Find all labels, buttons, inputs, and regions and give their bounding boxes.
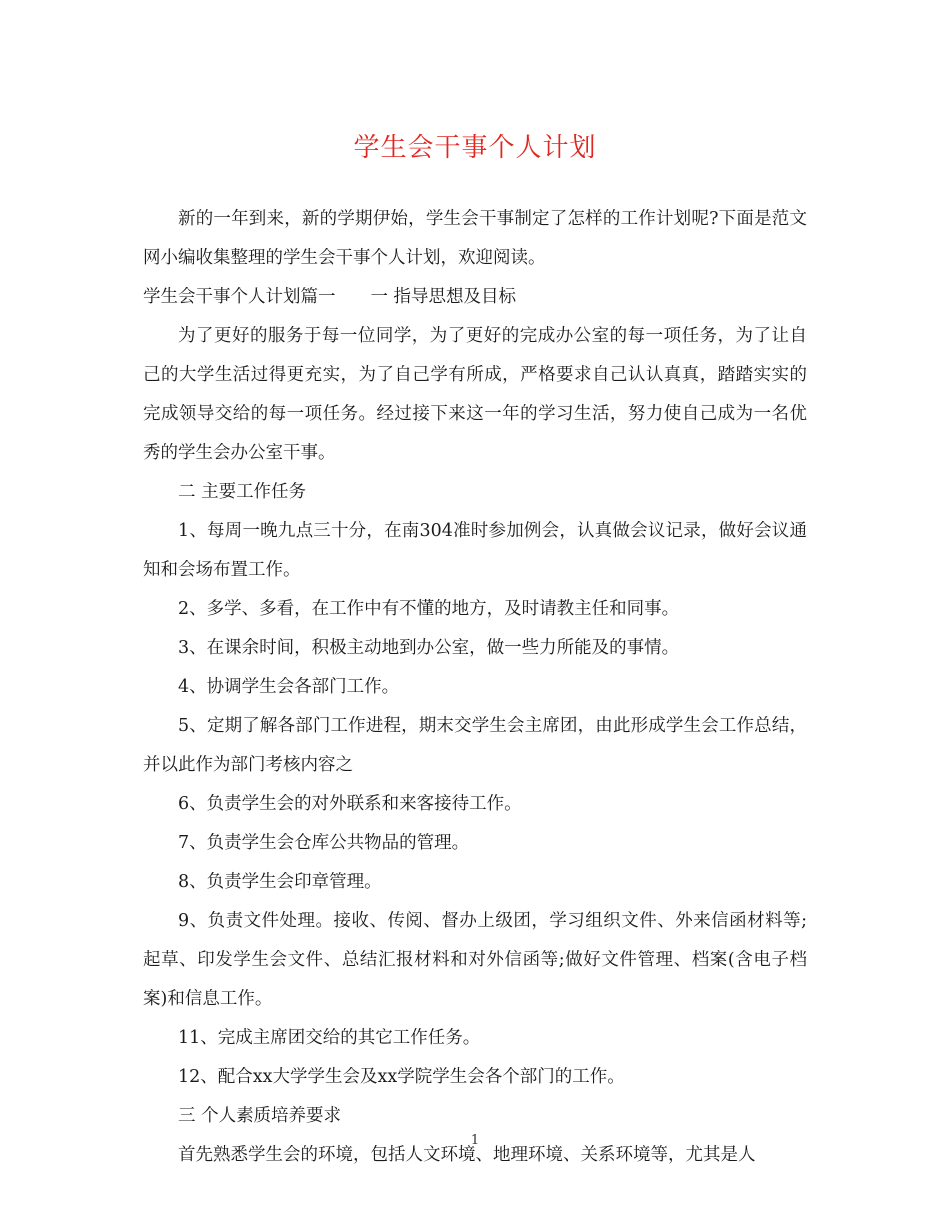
task-item-12: 12、配合xx大学学生会及xx学院学生会各个部门的工作。 [178, 1067, 625, 1087]
guiding-ideas-paragraph: 为了更好的服务于每一位同学，为了更好的完成办公室的每一项任务，为了让自己的大学生活过得更充实，为了自己学有所成，严格要求自己认认真真，踏踏实实的完成领导交给的每一项任务。经过接下来这一年的学习生活，努力使自己成为一名优秀的学生会办公室干事。 [143, 326, 807, 463]
task-item-9: 9、负责文件处理。接收、传阅、督办上级团，学习组织文件、外来信函材料等;起草、印发学生会文件、总结汇报材料和对外信函等;做好文件管理、档案(含电子档案)和信息工作。 [143, 911, 807, 1009]
task-item-2: 2、多学、多看，在工作中有不懂的地方，及时请教主任和同事。 [178, 599, 680, 619]
task-item-6: 6、负责学生会的对外联系和来客接待工作。 [178, 794, 522, 814]
document-body [143, 200, 807, 1175]
task-item-5: 5、定期了解各部门工作进程，期末交学生会主席团，由此形成学生会工作总结，并以此作为部门考核内容之 [143, 716, 807, 775]
task-item-11: 11、完成主席团交给的其它工作任务。 [178, 1028, 481, 1048]
task-item-4: 4、协调学生会各部门工作。 [178, 677, 400, 697]
personal-quality-paragraph: 首先熟悉学生会的环境，包括人文环境、地理环境、关系环境等，尤其是人 [178, 1145, 756, 1165]
section-heading-main-tasks: 二 主要工作任务 [178, 482, 307, 502]
section-heading-plan-one: 学生会干事个人计划篇一 一 指导思想及目标 [143, 287, 517, 307]
task-item-1: 1、每周一晚九点三十分，在南304准时参加例会，认真做会议记录，做好会议通知和会场布置工作。 [143, 521, 807, 580]
section-heading-personal-quality: 三 个人素质培养要求 [178, 1106, 342, 1126]
task-item-3: 3、在课余时间，积极主动地到办公室，做一些力所能及的事情。 [178, 638, 680, 658]
intro-paragraph: 新的一年到来，新的学期伊始，学生会干事制定了怎样的工作计划呢?下面是范文网小编收集整理的学生会干事个人计划，欢迎阅读。 [143, 209, 807, 268]
page-number: 1 [470, 1133, 480, 1148]
task-item-7: 7、负责学生会仓库公共物品的管理。 [178, 833, 470, 853]
task-item-8: 8、负责学生会印章管理。 [178, 872, 382, 892]
document-title: 学生会干事个人计划 [353, 133, 597, 163]
